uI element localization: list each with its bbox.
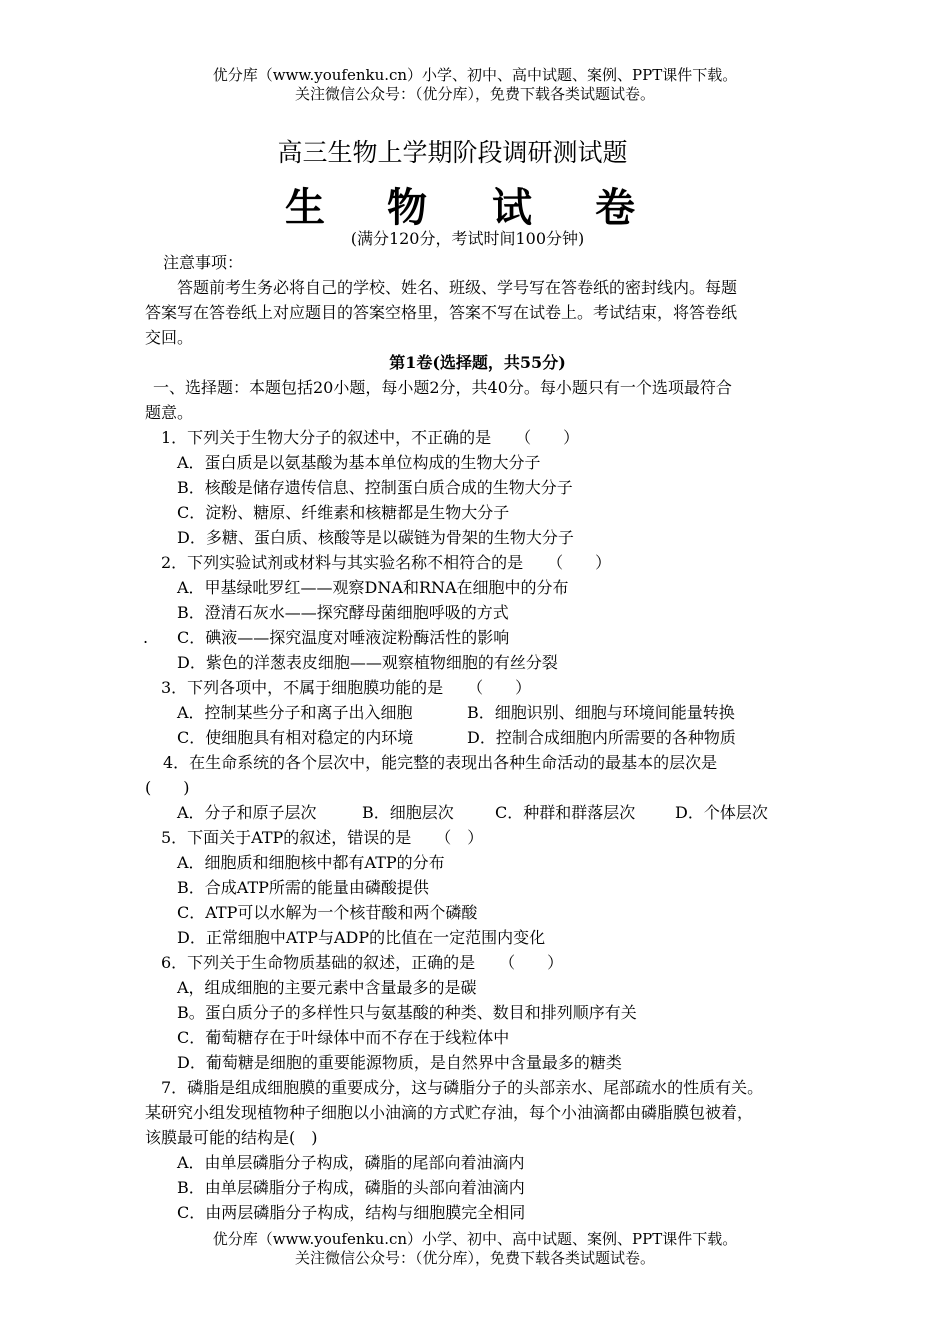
notice-line-1 [145, 275, 810, 300]
q7-stem-line-2 [145, 1100, 810, 1125]
q7-option-c: C．由两层磷脂分子构成，结构与细胞膜完全相同 [177, 1203, 526, 1222]
q5-option-c: C．ATP可以水解为一个核苷酸和两个磷酸 [177, 903, 478, 922]
q4-options-row [145, 800, 810, 825]
q3-option-a: A．控制某些分子和离子出入细胞 [177, 703, 413, 722]
footer-line-1: 优分库（www.youfenku.cn）小学、初中、高中试题、案例、PPT课件下载。 [212, 1230, 738, 1248]
q7-stem-text-2: 某研究小组发现植物种子细胞以小油滴的方式贮存油，每个小油滴都由磷脂膜包被着， [145, 1103, 754, 1122]
q3-option-c: C．使细胞具有相对稳定的内环境 [177, 728, 414, 747]
notice-line-2: 答案写在答卷纸上对应题目的答案空格里，答案不写在试卷上。考试结束，将答卷纸 [145, 303, 738, 322]
exam-subtitle: 高三生物上学期阶段调研测试题 [277, 138, 628, 167]
q4-stem-line-1 [145, 750, 810, 775]
q2-option-c: C．碘液——探究温度对唾液淀粉酶活性的影响 [177, 628, 510, 647]
q2-option-c-line [145, 625, 810, 650]
q2-option-b: B．澄清石灰水——探究酵母菌细胞呼吸的方式 [177, 603, 509, 622]
q7-stem-text-1: 7．磷脂是组成细胞膜的重要成分，这与磷脂分子的头部亲水、尾部疏水的性质有关。 [161, 1078, 764, 1097]
exam-title [285, 176, 645, 231]
header-line-1: 优分库（www.youfenku.cn）小学、初中、高中试题、案例、PPT课件下载。 [212, 66, 738, 84]
q6-option-d: D．葡萄糖是细胞的重要能源物质，是自然界中含量最多的糖类 [177, 1053, 622, 1072]
title-char-2: 物 [387, 184, 427, 231]
q7-stem-line-1 [145, 1075, 810, 1100]
page-header [0, 66, 950, 104]
q3-option-b: B．细胞识别、细胞与环境间能量转换 [467, 703, 735, 722]
header-line-2: 关注微信公众号：（优分库），免费下载各类试题试卷。 [294, 85, 655, 103]
q4-stem-text: 4．在生命系统的各个层次中，能完整的表现出各种生命活动的最基本的层次是 [163, 753, 718, 772]
page-footer [0, 1230, 950, 1268]
q2-stray-mark: . [143, 628, 149, 647]
footer-line-2: 关注微信公众号：（优分库），免费下载各类试题试卷。 [294, 1249, 655, 1267]
notice-line-3: 交回。 [145, 328, 194, 347]
q5-option-d: D．正常细胞中ATP与ADP的比值在一定范围内变化 [177, 928, 546, 947]
q6-stem: 6．下列关于生命物质基础的叙述，正确的是 （ ） [161, 953, 564, 972]
q7-stem-line-3: 该膜最可能的结构是( ) [145, 1128, 318, 1147]
q6-option-a: A，组成细胞的主要元素中含量最多的是碳 [177, 978, 477, 997]
q7-option-a: A．由单层磷脂分子构成，磷脂的尾部向着油滴内 [177, 1153, 525, 1172]
notice-heading: 注意事项： [163, 253, 244, 272]
q1-option-a: A．蛋白质是以氨基酸为基本单位构成的生物大分子 [177, 453, 541, 472]
exam-content [145, 250, 810, 1225]
title-char-3: 试 [492, 184, 532, 231]
q1-stem: 1．下列关于生物大分子的叙述中，不正确的是 （ ） [161, 428, 580, 447]
score-note: (满分120分，考试时间100分钟) [350, 229, 585, 248]
title-char-4: 卷 [595, 184, 635, 231]
q5-stem: 5．下面关于ATP的叙述，错误的是 （ ） [161, 828, 484, 847]
q5-option-a: A．细胞质和细胞核中都有ATP的分布 [177, 853, 445, 872]
notice-line-1-text: 答题前考生务必将自己的学校、姓名、班级、学号写在答卷纸的密封线内。每题 [177, 278, 738, 297]
q1-option-b: B．核酸是储存遗传信息、控制蛋白质合成的生物大分子 [177, 478, 573, 497]
q4-option-d: D．个体层次 [675, 803, 768, 822]
q6-option-b: B。蛋白质分子的多样性只与氨基酸的种类、数目和排列顺序有关 [177, 1003, 637, 1022]
q4-option-a: A．分子和原子层次 [177, 803, 317, 822]
q2-stem: 2．下列实验试剂或材料与其实验名称不相符合的是 （ ） [161, 553, 612, 572]
section-intro-line-2: 题意。 [145, 403, 194, 422]
q3-stem: 3．下列各项中，不属于细胞膜功能的是 （ ） [161, 678, 532, 697]
q4-stem-line-2: ( ) [145, 778, 190, 797]
section-heading: 第1卷(选择题，共55分) [389, 353, 566, 372]
q1-option-c: C．淀粉、糖原、纤维素和核糖都是生物大分子 [177, 503, 510, 522]
q5-option-b: B．合成ATP所需的能量由磷酸提供 [177, 878, 429, 897]
q3-options-row-1 [145, 700, 810, 725]
q2-option-a: A．甲基绿吡罗红——观察DNA和RNA在细胞中的分布 [177, 578, 569, 597]
q7-option-b: B．由单层磷脂分子构成，磷脂的头部向着油滴内 [177, 1178, 525, 1197]
title-char-1: 生 [285, 184, 325, 231]
q3-options-row-2 [145, 725, 810, 750]
section-intro-line-1: 一、选择题：本题包括20小题，每小题2分，共40分。每小题只有一个选项最符合 [153, 378, 732, 397]
q3-option-d: D．控制合成细胞内所需要的各种物质 [467, 728, 736, 747]
q4-option-c: C．种群和群落层次 [495, 803, 636, 822]
q4-option-b: B．细胞层次 [362, 803, 454, 822]
q1-option-d: D．多糖、蛋白质、核酸等是以碳链为骨架的生物大分子 [177, 528, 574, 547]
q6-option-c: C．葡萄糖存在于叶绿体中而不存在于线粒体中 [177, 1028, 510, 1047]
q2-option-d: D．紫色的洋葱表皮细胞——观察植物细胞的有丝分裂 [177, 653, 558, 672]
